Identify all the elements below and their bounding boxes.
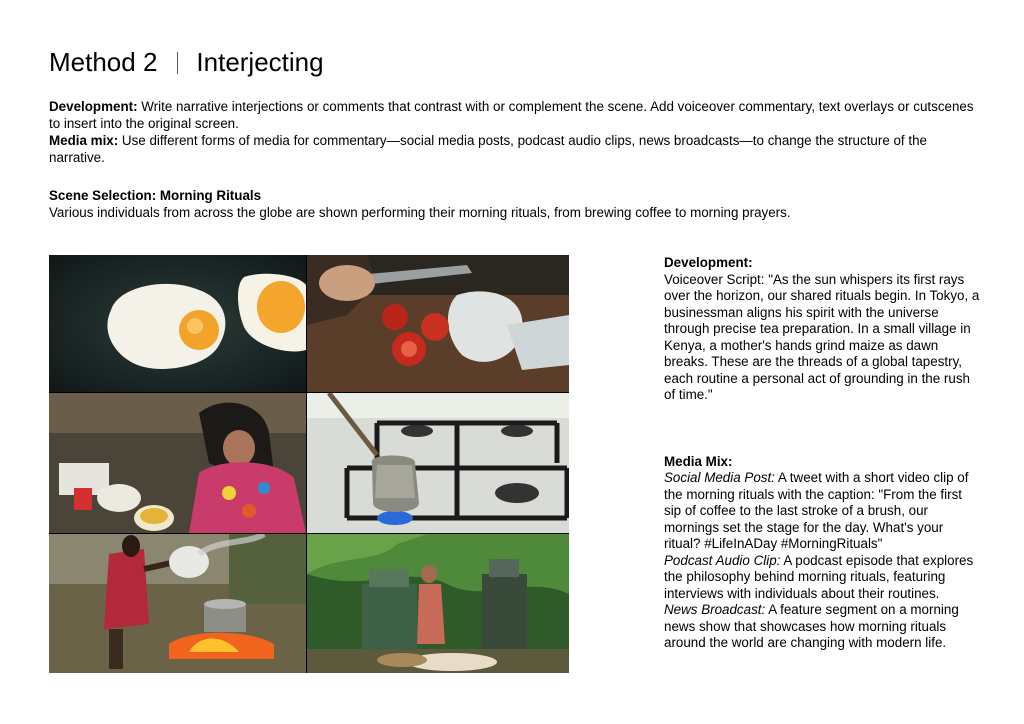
- coffee-pot-on-stove-photo: [307, 393, 569, 533]
- news-broadcast-label: News Broadcast:: [664, 602, 766, 617]
- woman-preparing-food-photo: [49, 393, 306, 533]
- media-mix-intro-text: Use different forms of media for commentary—social media posts, podcast audio clips, news broadcasts—to change the structure of the narrative.: [49, 133, 927, 165]
- development-intro: [49, 98, 979, 132]
- podcast-clip-label: Podcast Audio Clip:: [664, 552, 781, 568]
- development-intro-text: Write narrative interjections or comments that contrast with or complement the scene. Add voiceover commentary, text overlays or cutscenes to insert into the original screen.: [49, 99, 974, 131]
- title-divider: [177, 52, 178, 74]
- social-media-post-text: A tweet with a short video clip of the morning rituals with the caption: "From the first sip of coffee to the last stroke of a brush, our mornings set the stage for the day. What's your ritual? #LifeInADay #MorningRituals": [664, 470, 969, 551]
- method-name: Interjecting: [196, 47, 324, 77]
- media-mix-intro-label: Media mix:: [49, 133, 119, 148]
- scene-heading: Scene Selection: Morning Rituals: [49, 188, 262, 203]
- news-broadcast-item: [664, 602, 980, 652]
- fried-eggs-photo: [49, 255, 306, 392]
- intro-section: [49, 98, 979, 166]
- right-column: [664, 255, 980, 652]
- news-broadcast-text: A feature segment on a morning news show that showcases how morning rituals around the world are changing with modern life.: [664, 602, 959, 650]
- image-collage: [49, 255, 569, 673]
- method-number: Method 2: [49, 47, 158, 77]
- page-title: [49, 44, 324, 80]
- social-media-post-label: Social Media Post:: [664, 470, 775, 485]
- man-cooking-over-fire-photo: [49, 534, 306, 673]
- social-media-post-item: [664, 470, 980, 553]
- development-heading: Development:: [664, 255, 753, 270]
- development-voiceover-text: Voiceover Script: "As the sun whispers its first rays over the horizon, our shared rituals begin. In Tokyo, a businessman aligns his spirit with the universe through precise tea preparation. In a small village in Kenya, a mother's hands grind maize as dawn breaks. These are the threads of a global tapestry, each routine a personal act of grounding in the rush of time.": [664, 271, 980, 402]
- chopping-tomatoes-photo: [307, 255, 569, 392]
- media-mix-intro: [49, 132, 979, 166]
- development-intro-label: Development:: [49, 99, 138, 114]
- scene-section: [49, 187, 979, 221]
- podcast-clip-item: [664, 553, 980, 603]
- woman-at-garden-shrine-photo: [307, 534, 569, 673]
- scene-description: Various individuals from across the globe are shown performing their morning rituals, from brewing coffee to morning prayers.: [49, 205, 791, 220]
- media-mix-heading: Media Mix:: [664, 453, 733, 469]
- podcast-clip-text: A podcast episode that explores the philosophy behind morning rituals, featuring interviews with individuals about their routines.: [664, 552, 974, 601]
